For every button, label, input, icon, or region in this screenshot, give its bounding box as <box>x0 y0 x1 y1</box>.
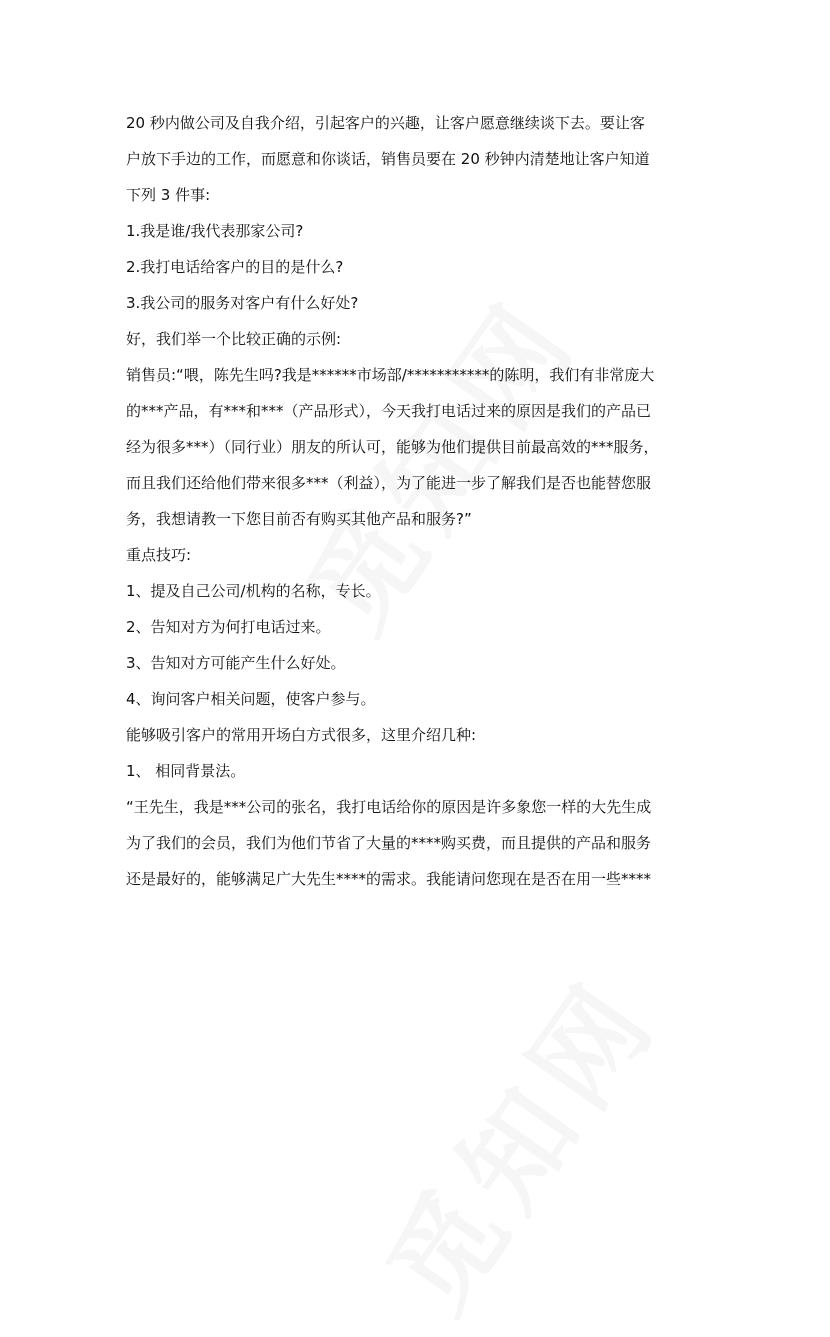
list-item: 1.我是谁/我代表那家公司? <box>126 222 304 240</box>
list-item: 2.我打电话给客户的目的是什么? <box>126 258 344 276</box>
list-item: 4、询问客户相关问题，使客户参与。 <box>126 690 376 708</box>
text-line: 好，我们举一个比较正确的示例: <box>126 330 342 348</box>
text-line: 经为很多***）（同行业）朋友的所认可，能够为他们提供目前最高效的***服务， <box>126 438 659 456</box>
text-line: “王先生，我是***公司的张名，我打电话给你的原因是许多象您一样的大先生成 <box>126 798 652 816</box>
list-item: 1、提及自己公司/机构的名称，专长。 <box>126 582 381 600</box>
list-item: 1、 相同背景法。 <box>126 762 246 780</box>
text-line: 下列 3 件事: <box>126 186 211 204</box>
section-heading: 重点技巧: <box>126 546 192 564</box>
list-item: 3.我公司的服务对客户有什么好处? <box>126 294 359 312</box>
text-line: 为了我们的会员，我们为他们节省了大量的****购买费，而且提供的产品和服务 <box>126 834 652 852</box>
list-item: 3、告知对方可能产生什么好处。 <box>126 654 346 672</box>
text-line: 能够吸引客户的常用开场白方式很多，这里介绍几种: <box>126 726 477 744</box>
text-line: 还是最好的，能够满足广大先生****的需求。我能请问您现在是否在用一些**** <box>126 870 652 888</box>
list-item: 2、告知对方为何打电话过来。 <box>126 618 331 636</box>
watermark <box>345 941 688 1336</box>
text-line: 的***产品，有***和***（产品形式），今天我打电话过来的原因是我们的产品已 <box>126 402 652 420</box>
text-line: 户放下手边的工作，而愿意和你谈话，销售员要在 20 秒钟内清楚地让客户知道 <box>126 150 650 168</box>
text-line: 销售员:“喂，陈先生吗?我是******市场部/***********的陈明，我们有非常庞大 <box>126 366 655 384</box>
text-line: 而且我们还给他们带来很多***（利益），为了能进一步了解我们是否也能替您服 <box>126 474 652 492</box>
text-line: 务，我想请教一下您目前否有购买其他产品和服务?” <box>126 510 472 528</box>
document-body <box>126 105 708 897</box>
text-line: 20 秒内做公司及自我介绍，引起客户的兴趣，让客户愿意继续谈下去。要让客 <box>126 114 645 132</box>
